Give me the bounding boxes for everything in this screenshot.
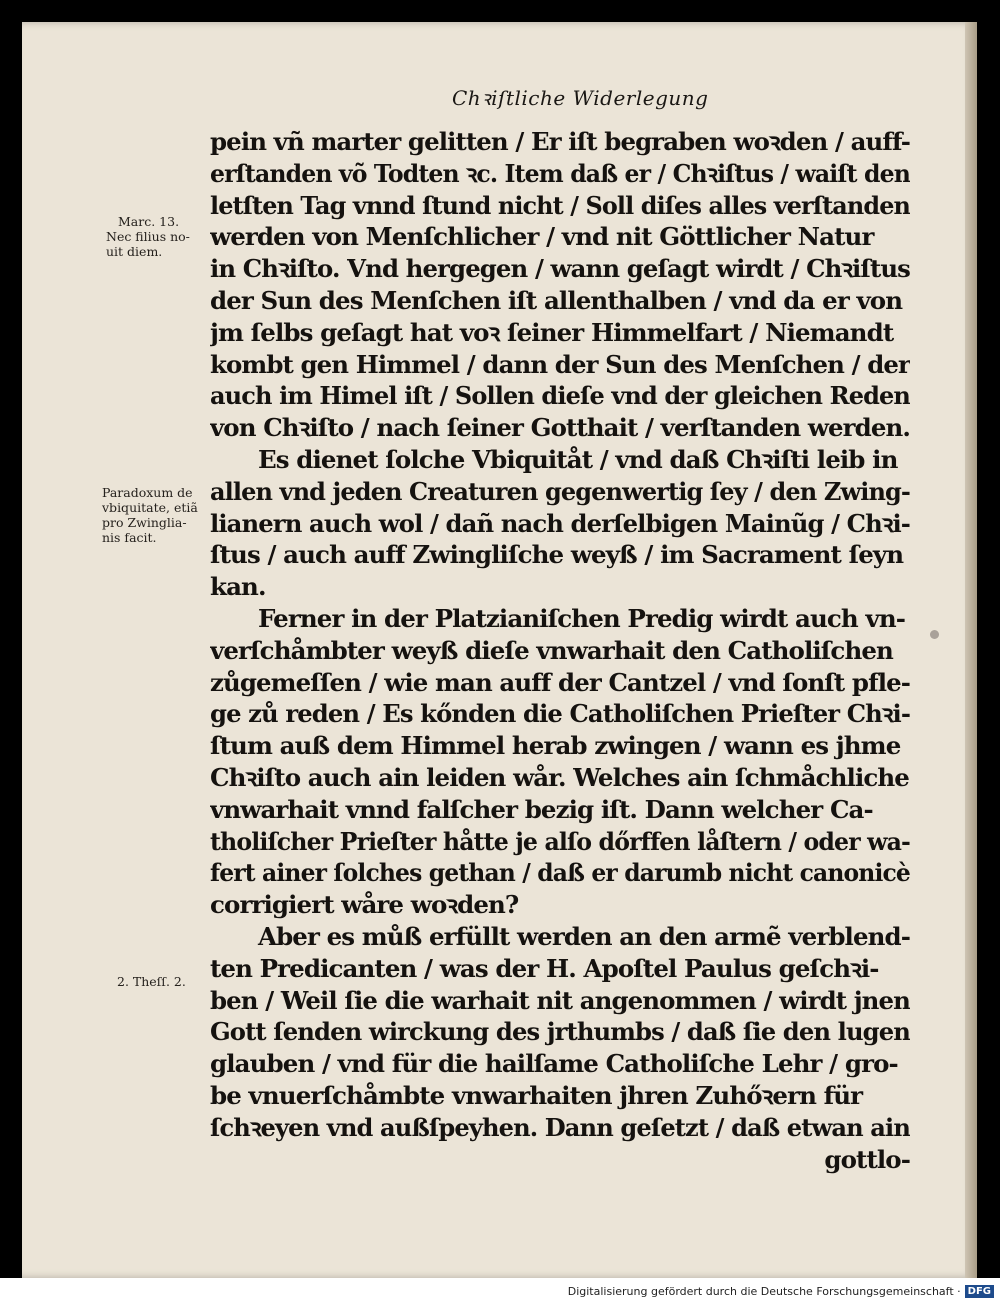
margin-note-line: 2. Theſſ. 2.	[117, 974, 186, 989]
text-line: auch im Himel iſt / Sollen dieſe vnd der gleichen Reden	[210, 381, 910, 411]
text-line: von Chꝛiſto / nach ſeiner Gotthait / verſtanden werden.	[210, 413, 910, 443]
margin-note-line: uit diem.	[106, 244, 163, 259]
text-line: werden von Menſchlicher / vnd nit Göttlicher Natur	[210, 222, 874, 252]
text-line: Es dienet ſolche Vbiquitåt / vnd daß Chꝛiſti leib in	[258, 444, 898, 474]
text-line: kombt gen Himmel / dann der Sun des Menſchen / der	[210, 349, 910, 379]
dfg-logo: DFG	[965, 1285, 994, 1298]
text-line: ſtum auß dem Himmel herab zwingen / wann es jhme	[210, 731, 901, 761]
text-line: Ferner in der Platzianiſchen Predig wirdt auch vn-	[258, 603, 905, 633]
text-line: fert ainer ſolches gethan / daß er darumb nicht canonicè	[210, 858, 910, 888]
text-line: in Chꝛiſto. Vnd hergegen / wann geſagt wirdt / Chꝛiſtus	[210, 254, 910, 284]
margin-note-paradoxum	[102, 485, 198, 545]
text-line: glauben / vnd für die hailſame Catholiſche Lehr / gro-	[210, 1049, 898, 1079]
text-line: ge zů reden / Es kőnden die Catholiſchen Prieſter Chꝛi-	[210, 699, 910, 729]
text-line: Gott ſenden wirckung des jrthumbs / daß ſie den lugen	[210, 1017, 910, 1047]
text-line: ſtus / auch auff Zwingliſche weyß / im Sacrament ſeyn	[210, 540, 904, 570]
margin-note-line: Nec filius no-	[106, 229, 190, 244]
text-line: ſchꝛeyen vnd außſpeyhen. Dann geſetzt / daß etwan ain	[210, 1112, 910, 1142]
running-head: Chꝛiſtliche Widerlegung	[452, 86, 709, 110]
text-line: erſtanden võ Todten ꝛc. Item daß er / Chꝛiſtus / waiſt den	[210, 158, 910, 188]
margin-note-line: Marc. 13.	[118, 214, 180, 229]
text-line: letſten Tag vnnd ſtund nicht / Soll diſes alles verſtanden	[210, 190, 910, 220]
text-line: gottlo-	[824, 1144, 910, 1174]
page-gutter-shadow	[965, 22, 977, 1278]
footer-text: Digitalisierung gefördert durch die Deutsche Forschungsgemeinschaft ·	[567, 1284, 961, 1298]
text-line: verſchåmbter weyß dieſe vnwarhait den Catholiſchen	[210, 635, 893, 665]
text-line: vnwarhait vnnd falſcher bezig iſt. Dann welcher Ca-	[210, 794, 873, 824]
margin-note-line: pro Zwinglia-	[102, 515, 187, 530]
margin-note-thess	[117, 974, 186, 989]
text-line: tholiſcher Prieſter håtte je alſo dőrffen låſtern / oder wa-	[210, 826, 910, 856]
margin-note-line: nis facit.	[102, 530, 157, 545]
text-line: Chꝛiſto auch ain leiden wår. Welches ain ſchmåchliche	[210, 762, 909, 792]
text-line: be vnuerſchåmbte vnwarhaiten jhren Zuhőꝛern für	[210, 1080, 863, 1110]
ink-blot	[930, 630, 939, 639]
margin-note-line: Paradoxum de	[102, 485, 193, 500]
text-line: kan.	[210, 572, 266, 602]
text-line: Aber es můß erfüllt werden an den armẽ verblend-	[258, 921, 910, 951]
text-line: corrigiert wåre woꝛden?	[210, 890, 519, 920]
text-line: lianern auch wol / dañ nach derſelbigen Mainũg / Chꝛi-	[210, 508, 910, 538]
text-line: allen vnd jeden Creaturen gegenwertig ſey / den Zwing-	[210, 476, 910, 506]
digitization-footer	[568, 1283, 994, 1299]
book-page	[22, 22, 977, 1278]
margin-note-line: vbiquitate, etiã	[102, 500, 198, 515]
text-line: ben / Weil ſie die warhait nit angenommen / wirdt jnen	[210, 985, 910, 1015]
text-line: zůgemeſſen / wie man auff der Cantzel / vnd ſonſt pfle-	[210, 667, 910, 697]
margin-note-mark	[106, 214, 190, 259]
text-line: pein vñ marter gelitten / Er iſt begraben woꝛden / auff-	[210, 127, 910, 156]
text-line: jm ſelbs geſagt hat voꝛ ſeiner Himmelfart / Niemandt	[210, 317, 894, 347]
text-line: ten Predicanten / was der H. Apoſtel Paulus geſchꝛi-	[210, 953, 879, 983]
body-text	[210, 126, 910, 1175]
text-line: der Sun des Menſchen iſt allenthalben / vnd da er von	[210, 285, 903, 315]
